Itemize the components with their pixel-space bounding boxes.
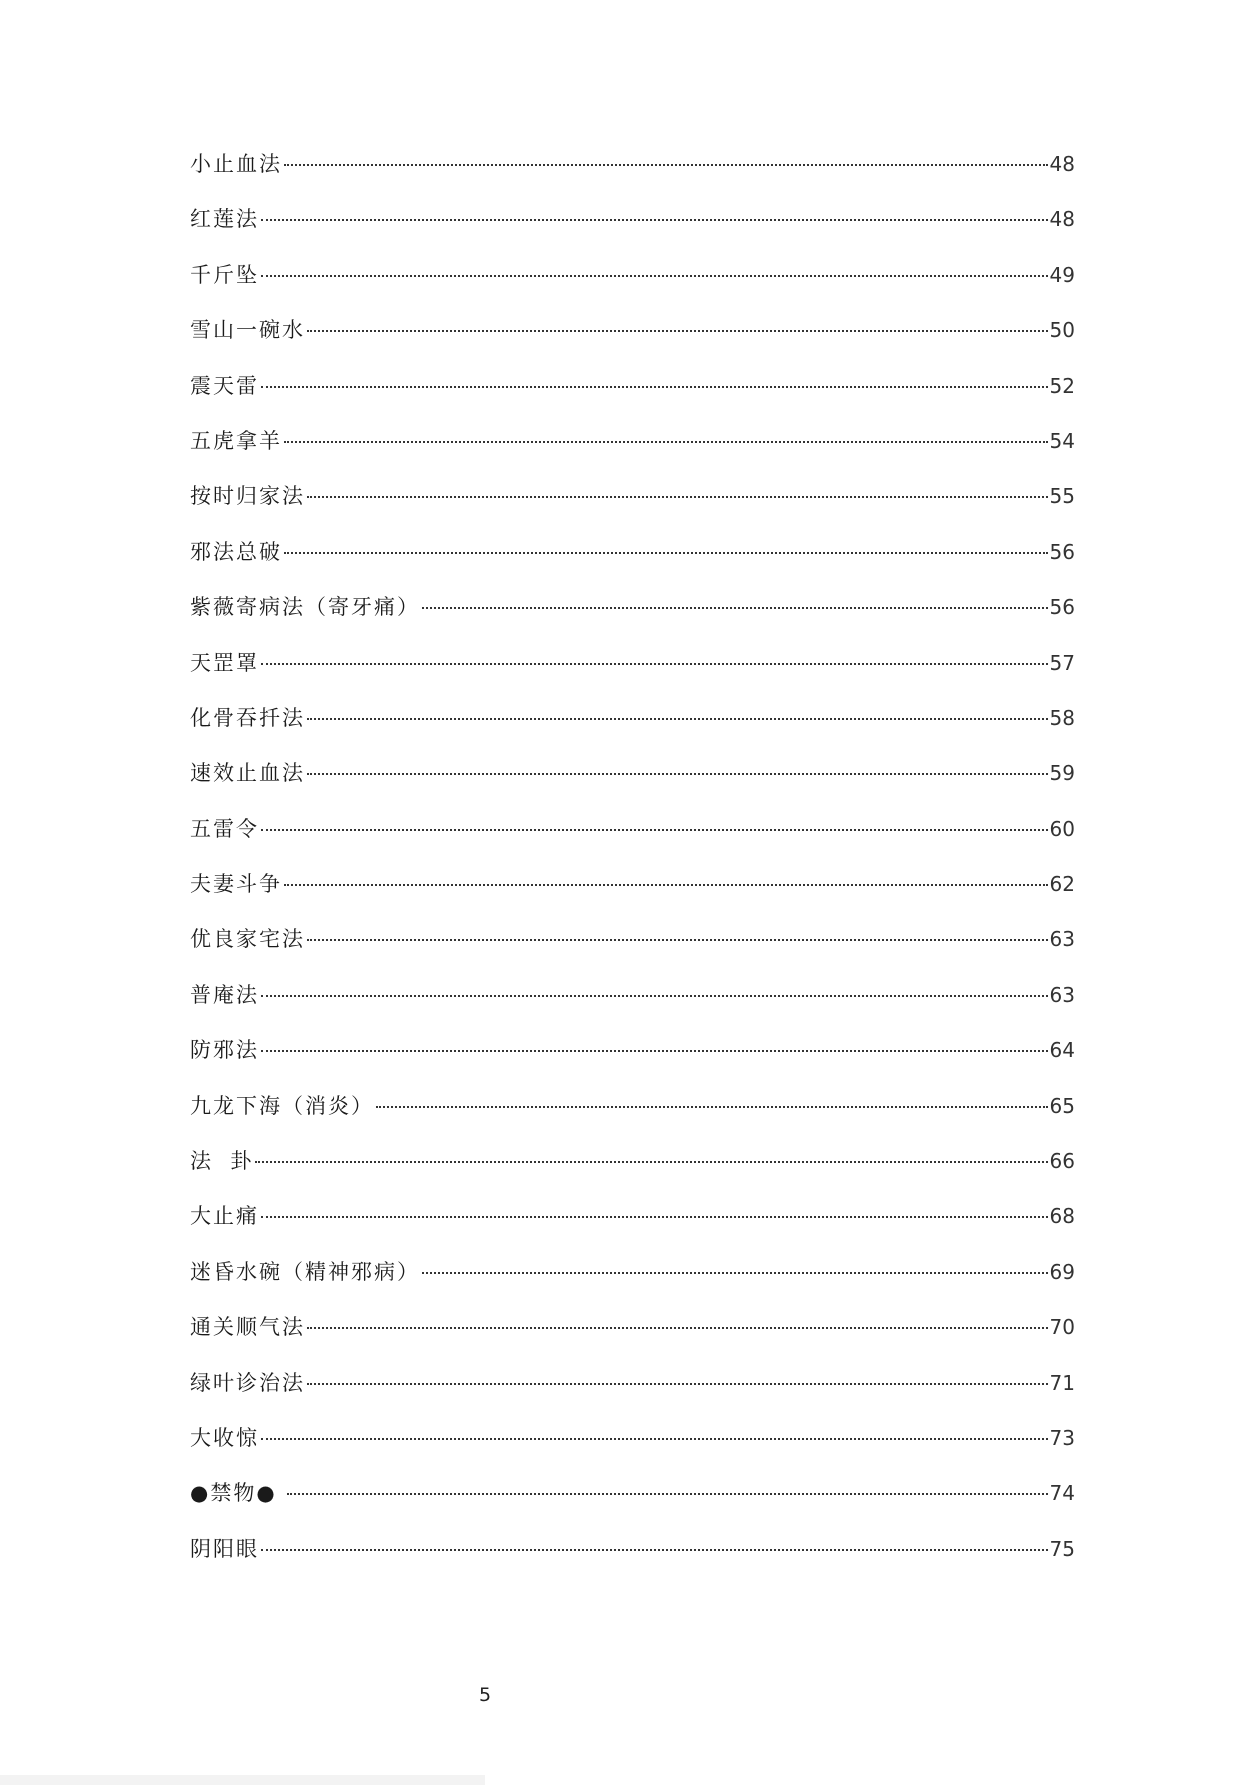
- toc-entry[interactable]: [190, 314, 1075, 369]
- toc-entry-title: 普庵法: [190, 982, 259, 1007]
- toc-leader-dots: [261, 1438, 1048, 1440]
- toc-entry[interactable]: [190, 757, 1075, 812]
- bottom-edge-shade: [0, 1775, 485, 1785]
- toc-entry-title: 阴阳眼: [190, 1536, 259, 1561]
- toc-leader-dots: [287, 1493, 1047, 1495]
- toc-entry[interactable]: [190, 425, 1075, 480]
- toc-entry-page: 64: [1049, 1038, 1075, 1063]
- toc-entry-title: 九龙下海（消炎）: [190, 1093, 374, 1118]
- toc-entry-title: 邪法总破: [190, 539, 282, 564]
- toc-entry-page: 50: [1049, 318, 1075, 343]
- toc-entry-title: 千斤坠: [190, 262, 259, 287]
- toc-entry-title: 五雷令: [190, 816, 259, 841]
- toc-entry-title: 紫薇寄病法（寄牙痛）: [190, 595, 420, 620]
- toc-entry[interactable]: [190, 1090, 1075, 1145]
- toc-entry[interactable]: [190, 1533, 1075, 1588]
- toc-leader-dots: [422, 1272, 1048, 1274]
- toc-entry-page: 74: [1049, 1481, 1075, 1506]
- toc-leader-dots: [376, 1106, 1048, 1108]
- toc-leader-dots: [261, 663, 1048, 665]
- toc-entry-page: 68: [1049, 1204, 1075, 1229]
- toc-leader-dots: [284, 164, 1048, 166]
- toc-entry-title: 化骨吞扦法: [190, 705, 305, 730]
- toc-entry[interactable]: [190, 259, 1075, 314]
- toc-entry-title: 雪山一碗水: [190, 318, 305, 343]
- toc-entry[interactable]: [190, 148, 1075, 203]
- toc-leader-dots: [422, 607, 1048, 609]
- toc-entry-title: 绿叶诊治法: [190, 1370, 305, 1395]
- toc-entry-title: 天罡罩: [190, 650, 259, 675]
- toc-entry-page: 71: [1049, 1370, 1075, 1395]
- toc-entry-title: 通关顺气法: [190, 1315, 305, 1340]
- toc-entry-title: 大止痛: [190, 1204, 259, 1229]
- toc-entry[interactable]: [190, 1477, 1075, 1532]
- toc-entry-title: 防邪法: [190, 1038, 259, 1063]
- toc-entry-title: 红莲法: [190, 207, 259, 232]
- toc-entry-page: 75: [1049, 1536, 1075, 1561]
- toc-entry-title: 法 卦: [190, 1149, 254, 1174]
- toc-entry[interactable]: [190, 647, 1075, 702]
- toc-entry[interactable]: [190, 868, 1075, 923]
- toc-leader-dots: [307, 1383, 1048, 1385]
- toc-entry[interactable]: [190, 480, 1075, 535]
- toc-leader-dots: [307, 1327, 1048, 1329]
- toc-entry-page: 57: [1049, 650, 1075, 675]
- toc-leader-dots: [261, 829, 1048, 831]
- toc-entry-title: 优良家宅法: [190, 927, 305, 952]
- toc-entry-page: 58: [1049, 705, 1075, 730]
- toc-entry[interactable]: [190, 1200, 1075, 1255]
- toc-entry[interactable]: [190, 923, 1075, 978]
- toc-entry-page: 56: [1049, 539, 1075, 564]
- toc-entry-page: 49: [1049, 262, 1075, 287]
- toc-entry-page: 62: [1049, 872, 1075, 897]
- table-of-contents: [190, 148, 1075, 1588]
- toc-entry-page: 55: [1049, 484, 1075, 509]
- toc-leader-dots: [307, 773, 1048, 775]
- toc-entry-page: 52: [1049, 373, 1075, 398]
- toc-entry-page: 73: [1049, 1425, 1075, 1450]
- toc-entry-title: 震天雷: [190, 373, 259, 398]
- toc-leader-dots: [261, 386, 1048, 388]
- toc-entry-page: 60: [1049, 816, 1075, 841]
- toc-entry-page: 66: [1049, 1149, 1075, 1174]
- toc-entry-title: 夫妻斗争: [190, 872, 282, 897]
- toc-entry[interactable]: [190, 370, 1075, 425]
- toc-leader-dots: [307, 330, 1048, 332]
- toc-leader-dots: [261, 995, 1048, 997]
- toc-entry-page: 59: [1049, 761, 1075, 786]
- page-number: 5: [478, 1684, 492, 1706]
- toc-leader-dots: [261, 1216, 1048, 1218]
- toc-entry-title: 小止血法: [190, 152, 282, 176]
- toc-leader-dots: [261, 219, 1048, 221]
- toc-leader-dots: [261, 1549, 1048, 1551]
- toc-entry[interactable]: [190, 1256, 1075, 1311]
- toc-entry[interactable]: [190, 702, 1075, 757]
- toc-entry-page: 63: [1049, 982, 1075, 1007]
- toc-leader-dots: [307, 718, 1048, 720]
- toc-leader-dots: [307, 496, 1048, 498]
- toc-entry-page: 54: [1049, 428, 1075, 453]
- toc-entry-title: 五虎拿羊: [190, 428, 282, 453]
- toc-leader-dots: [307, 939, 1048, 941]
- toc-entry[interactable]: [190, 1034, 1075, 1089]
- toc-entry-title: 速效止血法: [190, 761, 305, 786]
- toc-entry-title: ●禁物●: [190, 1481, 286, 1506]
- toc-entry-page: 63: [1049, 927, 1075, 952]
- toc-entry[interactable]: [190, 1367, 1075, 1422]
- toc-entry-title: 迷昏水碗（精神邪病）: [190, 1259, 420, 1284]
- toc-leader-dots: [261, 275, 1048, 277]
- toc-entry[interactable]: [190, 979, 1075, 1034]
- toc-leader-dots: [284, 552, 1048, 554]
- toc-entry[interactable]: [190, 203, 1075, 258]
- toc-entry-page: 48: [1049, 207, 1075, 232]
- toc-leader-dots: [284, 441, 1048, 443]
- toc-entry[interactable]: [190, 1422, 1075, 1477]
- toc-entry-title: 大收惊: [190, 1425, 259, 1450]
- toc-entry[interactable]: [190, 1145, 1075, 1200]
- toc-entry-title: 按时归家法: [190, 484, 305, 509]
- toc-entry-page: 48: [1049, 152, 1075, 176]
- toc-entry-page: 65: [1049, 1093, 1075, 1118]
- toc-entry[interactable]: [190, 591, 1075, 646]
- toc-leader-dots: [255, 1161, 1047, 1163]
- toc-leader-dots: [261, 1050, 1048, 1052]
- toc-leader-dots: [284, 884, 1048, 886]
- toc-entry[interactable]: [190, 536, 1075, 591]
- toc-entry-page: 56: [1049, 595, 1075, 620]
- toc-entry[interactable]: [190, 1311, 1075, 1366]
- toc-entry[interactable]: [190, 813, 1075, 868]
- toc-entry-page: 69: [1049, 1259, 1075, 1284]
- toc-entry-page: 70: [1049, 1315, 1075, 1340]
